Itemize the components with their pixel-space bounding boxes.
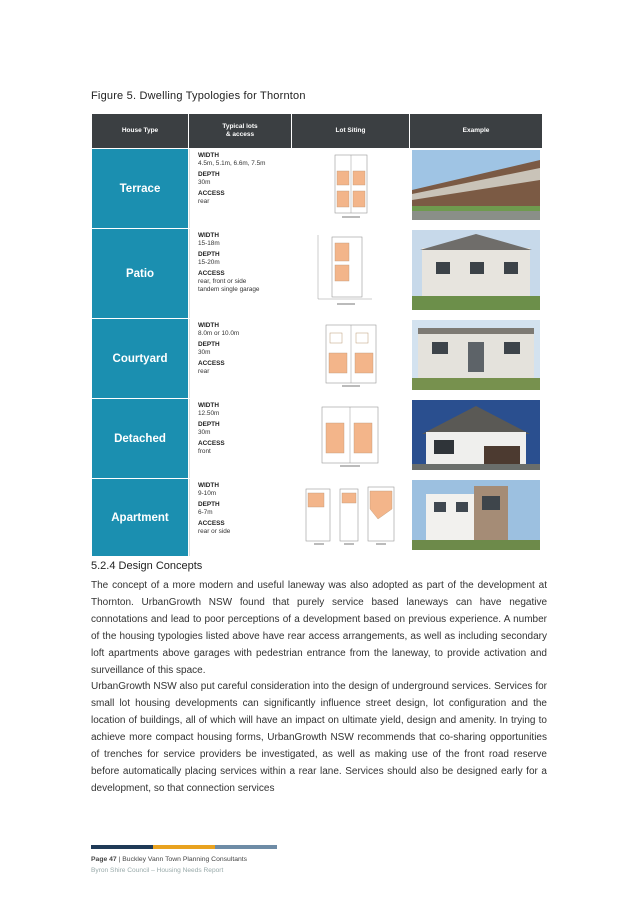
table-header-row bbox=[92, 114, 542, 148]
table-row-courtyard bbox=[92, 319, 542, 398]
example-photo-cell bbox=[410, 399, 542, 478]
depth-label: DEPTH bbox=[198, 251, 220, 258]
depth-value: 15-20m bbox=[198, 259, 220, 266]
section-heading: 5.2.4 Design Concepts bbox=[91, 560, 203, 572]
house-type-cell: Detached bbox=[92, 399, 188, 478]
width-value: 15-18m bbox=[198, 240, 220, 247]
footer-report-title: Byron Shire Council – Housing Needs Report bbox=[91, 867, 224, 874]
table-row-detached bbox=[92, 399, 542, 478]
lot-details-cell bbox=[189, 479, 291, 556]
width-value: 4.5m, 5.1m, 6.6m, 7.5m bbox=[198, 160, 266, 167]
access-value: rear or side bbox=[198, 528, 231, 535]
access-value: rear, front or side bbox=[198, 278, 247, 285]
lot-details-cell bbox=[189, 149, 291, 228]
house-type-cell: Courtyard bbox=[92, 319, 188, 398]
depth-value: 30m bbox=[198, 349, 211, 356]
access-label: ACCESS bbox=[198, 440, 225, 447]
width-value: 12.50m bbox=[198, 410, 220, 417]
header-typical-lots bbox=[189, 114, 291, 148]
house-type-cell: Apartment bbox=[92, 479, 188, 556]
apartment-siting-diagram bbox=[292, 479, 409, 551]
width-value: 8.0m or 10.0m bbox=[198, 330, 240, 337]
depth-value: 6-7m bbox=[198, 509, 213, 516]
lot-details-cell bbox=[189, 229, 291, 318]
depth-label: DEPTH bbox=[198, 501, 220, 508]
width-label: WIDTH bbox=[198, 482, 219, 489]
access-value: rear bbox=[198, 198, 210, 205]
access-value: front bbox=[198, 448, 211, 455]
table-row-apartment bbox=[92, 479, 542, 556]
depth-value: 30m bbox=[198, 429, 211, 436]
courtyard-photo bbox=[412, 320, 540, 390]
terrace-photo bbox=[412, 150, 540, 220]
footer-separator: | bbox=[116, 856, 123, 863]
lot-details-cell bbox=[189, 399, 291, 478]
house-type-cell: Patio bbox=[92, 229, 188, 318]
depth-label: DEPTH bbox=[198, 421, 220, 428]
example-photo-cell bbox=[410, 319, 542, 398]
table-row-terrace bbox=[92, 149, 542, 228]
access-label: ACCESS bbox=[198, 360, 225, 367]
footer-consultant: Buckley Vann Town Planning Consultants bbox=[122, 856, 248, 863]
example-photo-cell bbox=[410, 149, 542, 228]
detached-siting-diagram bbox=[292, 399, 409, 473]
depth-label: DEPTH bbox=[198, 341, 220, 348]
header-example: Example bbox=[410, 114, 542, 148]
header-lot-siting: Lot Siting bbox=[292, 114, 409, 148]
patio-siting-diagram bbox=[292, 229, 409, 313]
width-value: 9-10m bbox=[198, 490, 217, 497]
width-label: WIDTH bbox=[198, 232, 219, 239]
dwelling-typologies-table bbox=[91, 113, 543, 557]
width-label: WIDTH bbox=[198, 152, 219, 159]
example-photo-cell bbox=[410, 479, 542, 556]
footer-bar-navy bbox=[91, 845, 153, 849]
header-house-type: House Type bbox=[92, 114, 188, 148]
paragraph-laneway: The concept of a more modern and useful laneway was also adopted as part of the development at Thornton. UrbanGrowth NSW found that purely service based laneways can have negative connotations and lead to poor perceptions of a development based on previous experience. A number of the housing typologies listed above have rear access arrangements, as well as including secondary loft apartments above garages with pedestrian entrance from the laneway, to provide activation and surveillance of this space. bbox=[91, 580, 547, 676]
header-typical-lots-line1: Typical lots bbox=[222, 123, 258, 130]
lot-siting-diagram bbox=[292, 229, 409, 318]
footer-color-bars bbox=[91, 845, 277, 849]
access-label: ACCESS bbox=[198, 190, 225, 197]
access-value-2: tandem single garage bbox=[198, 286, 260, 293]
access-value: rear bbox=[198, 368, 210, 375]
width-label: WIDTH bbox=[198, 402, 219, 409]
apartment-photo bbox=[412, 480, 540, 550]
table-row-patio bbox=[92, 229, 542, 318]
footer-page-line bbox=[91, 856, 247, 863]
patio-photo bbox=[412, 230, 540, 310]
lot-details-cell bbox=[189, 319, 291, 398]
lot-siting-diagram bbox=[292, 399, 409, 478]
page-number: Page 47 bbox=[91, 856, 117, 863]
footer-bar-orange bbox=[153, 845, 215, 849]
lot-siting-diagram bbox=[292, 149, 409, 228]
width-label: WIDTH bbox=[198, 322, 219, 329]
paragraph-services: UrbanGrowth NSW also put careful consideration into the design of underground services. Services for small lot housing developments can significantly influence street design, lot configuration and the location of buildings, all of which will have an impact on ultimate yield, design and amenity. In trying to achieve more compact housing forms, UrbanGrowth NSW recommends that co-sharing opportunities of trenches for service providers be investigated, as well as making use of the front road reserve before automatically placing services within a rear lane. Services should also be designed early for a development, so that connection services bbox=[91, 681, 547, 794]
header-typical-lots-line2: & access bbox=[225, 131, 255, 138]
depth-value: 30m bbox=[198, 179, 211, 186]
house-type-cell: Terrace bbox=[92, 149, 188, 228]
access-label: ACCESS bbox=[198, 520, 225, 527]
depth-label: DEPTH bbox=[198, 171, 220, 178]
detached-photo bbox=[412, 400, 540, 470]
figure-title: Figure 5. Dwelling Typologies for Thornton bbox=[91, 90, 306, 102]
terrace-siting-diagram bbox=[292, 149, 409, 223]
lot-siting-diagram bbox=[292, 479, 409, 556]
access-label: ACCESS bbox=[198, 270, 225, 277]
example-photo-cell bbox=[410, 229, 542, 318]
lot-siting-diagram bbox=[292, 319, 409, 398]
courtyard-siting-diagram bbox=[292, 319, 409, 393]
footer-bar-steel bbox=[215, 845, 277, 849]
